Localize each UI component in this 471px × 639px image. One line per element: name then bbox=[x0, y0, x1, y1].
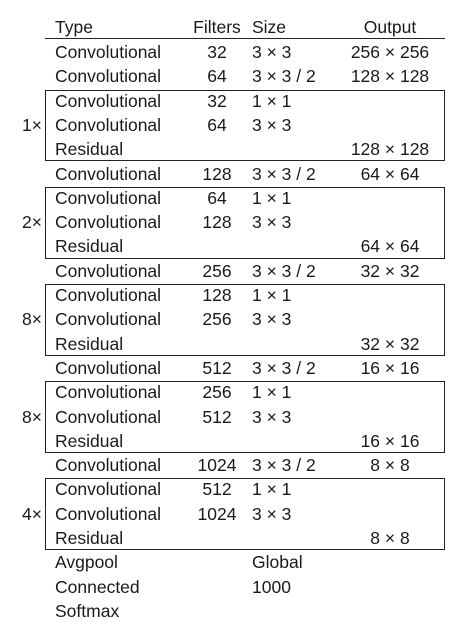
cell-type: Connected bbox=[55, 576, 140, 597]
cell-type: Convolutional bbox=[55, 285, 162, 305]
header-size: Size bbox=[252, 17, 287, 37]
cell-size: 3 × 3 bbox=[252, 406, 292, 427]
cell-type: Residual bbox=[55, 333, 124, 354]
cell-output: 8 × 8 bbox=[370, 455, 410, 476]
repeat-count: 8× bbox=[22, 309, 42, 330]
header-rule bbox=[45, 38, 445, 39]
cell-type: Convolutional bbox=[55, 455, 162, 476]
cell-filters bbox=[186, 550, 248, 574]
cell-filters: 64 bbox=[207, 66, 227, 87]
cell-type: Residual bbox=[55, 236, 124, 257]
cell-filters: 512 bbox=[202, 479, 232, 500]
header-type: Type bbox=[55, 17, 93, 37]
cell-size: 1 × 1 bbox=[252, 479, 292, 500]
cell-filters bbox=[186, 599, 248, 623]
cell-type: Convolutional bbox=[55, 66, 162, 87]
cell-output: 64 × 64 bbox=[360, 163, 420, 184]
cell-size: 1 × 1 bbox=[252, 90, 292, 111]
residual-block-box bbox=[45, 381, 445, 453]
cell-output: 128 × 128 bbox=[350, 66, 430, 87]
cell-size: 3 × 3 bbox=[252, 42, 292, 62]
cell-size: 3 × 3 bbox=[252, 212, 292, 233]
cell-filters: 128 bbox=[202, 285, 232, 305]
cell-type: Convolutional bbox=[55, 163, 162, 184]
cell-output: 16 × 16 bbox=[360, 357, 420, 378]
cell-filters: 1024 bbox=[197, 455, 237, 476]
residual-block-box bbox=[45, 187, 445, 259]
repeat-count: 1× bbox=[22, 114, 42, 135]
cell-type: Convolutional bbox=[55, 357, 162, 378]
header-filters: Filters bbox=[193, 17, 241, 37]
cell-size: 1 × 1 bbox=[252, 187, 292, 208]
cell-filters: 64 bbox=[207, 187, 227, 208]
cell-filters: 256 bbox=[202, 382, 232, 403]
cell-size: 3 × 3 bbox=[252, 114, 292, 135]
cell-type: Avgpool bbox=[55, 552, 118, 573]
cell-output: 64 × 64 bbox=[360, 236, 420, 257]
cell-size: 3 × 3 / 2 bbox=[252, 357, 316, 378]
cell-output: 32 × 32 bbox=[360, 260, 420, 281]
cell-type: Convolutional bbox=[55, 42, 162, 62]
cell-type: Residual bbox=[55, 139, 124, 160]
cell-size: Global bbox=[252, 552, 303, 573]
cell-filters: 256 bbox=[202, 309, 232, 330]
cell-output: 16 × 16 bbox=[360, 430, 420, 451]
cell-filters: 512 bbox=[202, 357, 232, 378]
cell-output: 256 × 256 bbox=[350, 42, 430, 62]
cell-type: Residual bbox=[55, 528, 124, 548]
cell-output bbox=[334, 599, 446, 623]
cell-output: 32 × 32 bbox=[360, 333, 420, 354]
repeat-count: 8× bbox=[22, 406, 42, 427]
cell-filters: 64 bbox=[207, 114, 227, 135]
cell-filters: 128 bbox=[202, 212, 232, 233]
cell-filters bbox=[186, 575, 248, 599]
cell-type: Convolutional bbox=[55, 309, 162, 330]
cell-filters: 128 bbox=[202, 163, 232, 184]
cell-filters: 1024 bbox=[197, 503, 237, 524]
cell-filters: 32 bbox=[207, 90, 227, 111]
cell-type: Convolutional bbox=[55, 114, 162, 135]
cell-type: Convolutional bbox=[55, 503, 162, 524]
cell-type: Softmax bbox=[55, 600, 120, 621]
cell-size: 1 × 1 bbox=[252, 285, 292, 305]
cell-type: Convolutional bbox=[55, 479, 162, 500]
cell-type: Convolutional bbox=[55, 90, 162, 111]
residual-block-box bbox=[45, 284, 445, 356]
cell-size: 3 × 3 / 2 bbox=[252, 260, 316, 281]
cell-type: Convolutional bbox=[55, 212, 162, 233]
cell-output bbox=[334, 575, 446, 599]
cell-size: 1000 bbox=[252, 576, 291, 597]
cell-type: Convolutional bbox=[55, 187, 162, 208]
cell-filters: 512 bbox=[202, 406, 232, 427]
repeat-count: 2× bbox=[22, 212, 42, 233]
cell-type: Residual bbox=[55, 430, 124, 451]
cell-size: 1 × 1 bbox=[252, 382, 292, 403]
cell-type: Convolutional bbox=[55, 382, 162, 403]
cell-filters: 256 bbox=[202, 260, 232, 281]
cell-size: 3 × 3 / 2 bbox=[252, 455, 316, 476]
header-output: Output bbox=[363, 17, 417, 37]
cell-size: 3 × 3 bbox=[252, 309, 292, 330]
cell-filters: 32 bbox=[207, 42, 227, 62]
cell-output: 128 × 128 bbox=[350, 139, 430, 160]
cell-output bbox=[334, 550, 446, 574]
cell-type: Convolutional bbox=[55, 260, 162, 281]
cell-size: 3 × 3 bbox=[252, 503, 292, 524]
cell-type: Convolutional bbox=[55, 406, 162, 427]
residual-block-box bbox=[45, 478, 445, 550]
residual-block-box bbox=[45, 90, 445, 162]
cell-size: 3 × 3 / 2 bbox=[252, 66, 316, 87]
cell-size: 3 × 3 / 2 bbox=[252, 163, 316, 184]
repeat-count: 4× bbox=[22, 503, 42, 524]
cell-output: 8 × 8 bbox=[370, 528, 410, 548]
